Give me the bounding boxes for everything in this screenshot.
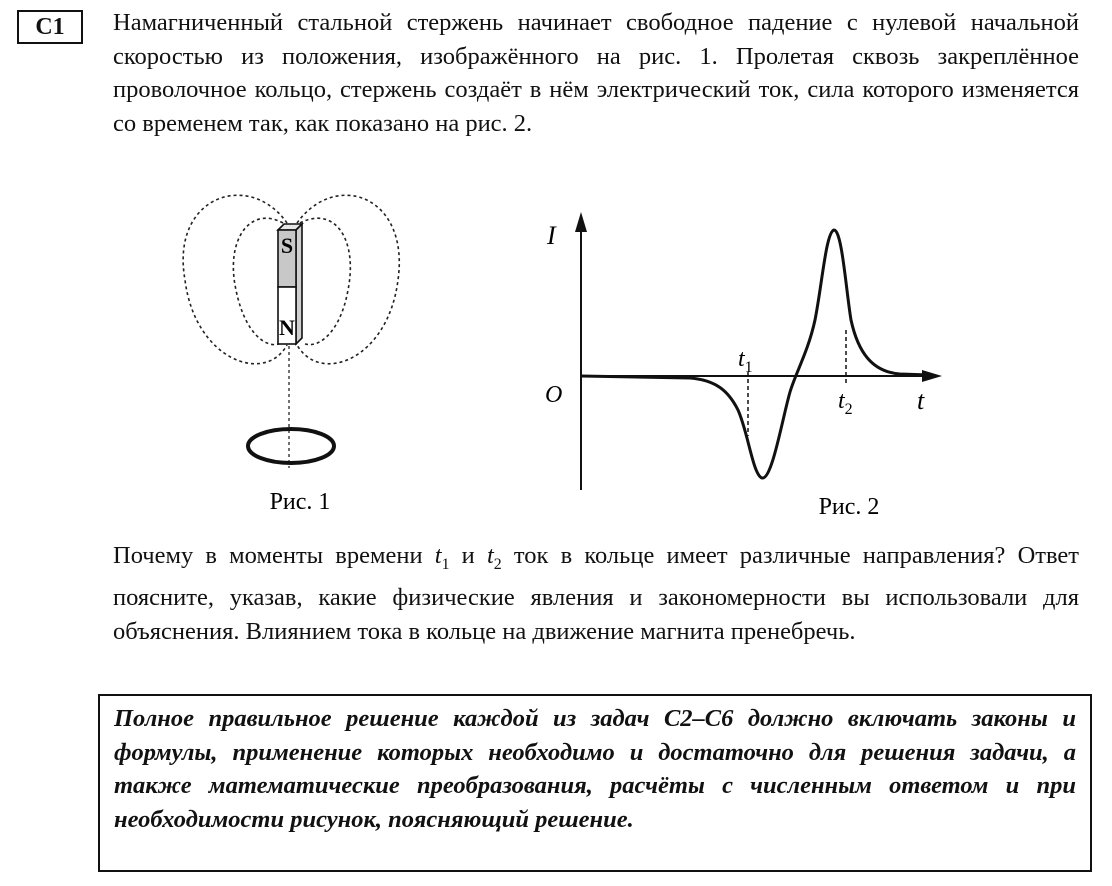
problem-question: Почему в моменты времени $t_1$ и $t_2$ ток в кольце имеет различные направления? Ответ поясните, указав, какие физические явления и закономерности вы использовали для объяснения. Влиянием тока в кольце на движение магнита пренебречь. — [113, 542, 1079, 645]
problem-statement: Намагниченный стальной стержень начинает свободное падение с нулевой начальной скоростью из положения, изображённого на рис. 1. Пролетая сквозь закреплённое проволочное кольцо, стержень создаёт в нём электрический ток, сила которого изменяется со временем так, как показано на рис. 2. — [113, 9, 1079, 137]
note-text: Полное правильное решение каждой из задач С2–С6 должно включать законы и формулы, применение которых необходимо и достаточно для решения задачи, а также математические преобразования, расчёты с численным ответом и при необходимости рисунок, поясняющий решение. — [114, 705, 1076, 833]
problem-number-label: С1 — [17, 10, 83, 44]
current-curve — [581, 230, 930, 478]
origin-label: O — [545, 382, 563, 408]
x-axis-label: t — [917, 386, 925, 415]
y-axis-label: I — [547, 221, 556, 250]
y-axis-arrow — [575, 212, 587, 232]
south-pole-label: S — [280, 233, 294, 258]
t2-label: $t_2$ — [838, 388, 853, 418]
north-pole-label: N — [279, 315, 295, 340]
figure-2-caption: Рис. 2 — [818, 494, 880, 520]
t1-label: $t_1$ — [738, 346, 753, 376]
figure-1-caption: Рис. 1 — [269, 489, 331, 515]
solution-requirements-note — [98, 694, 1092, 872]
